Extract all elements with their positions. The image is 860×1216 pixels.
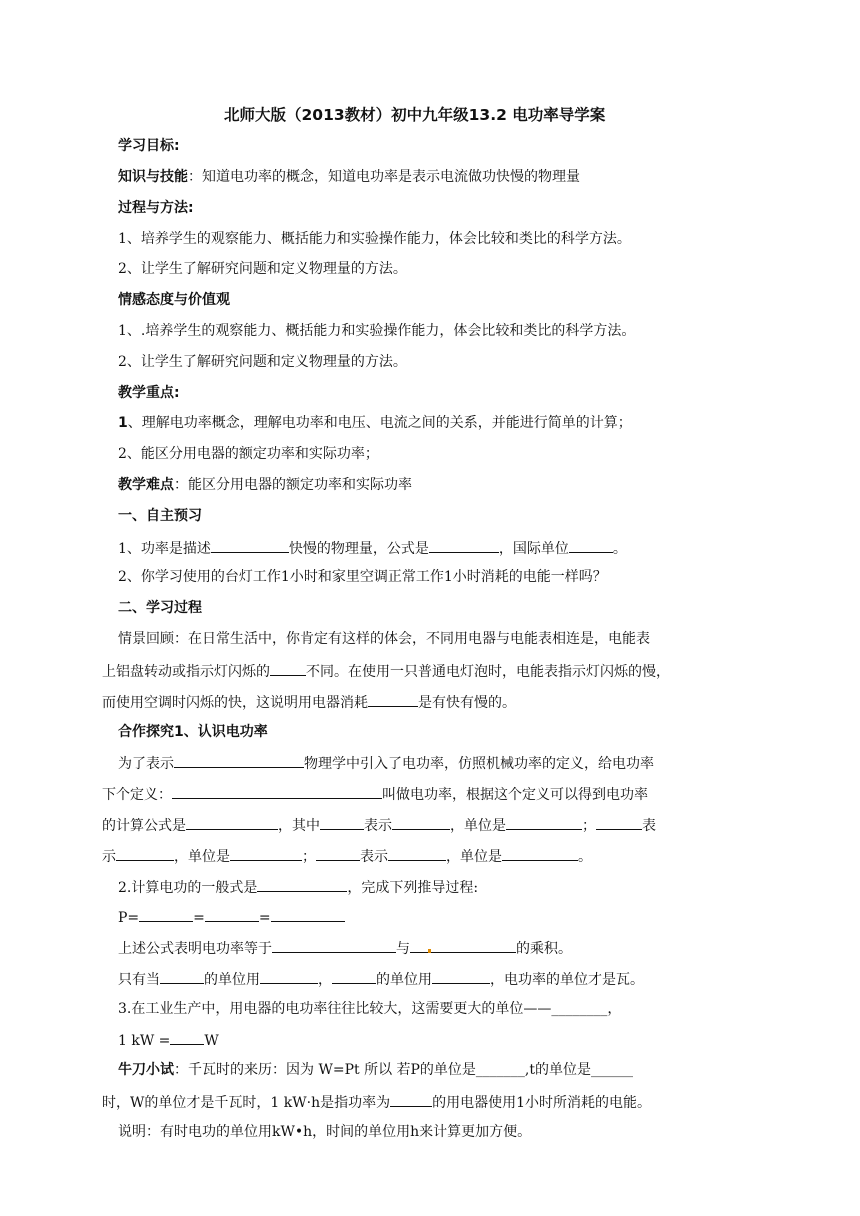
coop-8a: 只有当 <box>118 972 160 988</box>
coop-3c: 表示 <box>364 818 392 834</box>
scenario-line-3 <box>102 691 516 713</box>
coop-blank-19[interactable] <box>432 968 490 984</box>
q1-text-a: 1、功率是描述 <box>118 541 211 557</box>
coop-blank-10[interactable] <box>316 845 360 861</box>
preview-question-2: 2、你学习使用的台灯工作1小时和家里空调正常工作1小时消耗的电能一样吗？ <box>118 569 607 585</box>
scenario-3b: 是有快有慢的。 <box>418 695 516 711</box>
formula-blank-2[interactable] <box>205 906 259 922</box>
coop-blank-4[interactable] <box>320 814 364 830</box>
coop-line-9: 3.在工业生产中，用电器的电功率往往比较大，这需要更大的单位——________， <box>118 1001 622 1017</box>
scenario-2a: 上铝盘转动或指示灯闪烁的 <box>102 664 270 680</box>
q1-text-b: 快慢的物理量，公式是 <box>288 541 429 557</box>
trial-text-a: ：千瓦时的来历：因为 W=Pt 所以 若P的单位是_______,t的单位是______ <box>174 1062 634 1078</box>
key-point-1-number: 1 <box>118 415 128 431</box>
trial-line-1 <box>118 1060 633 1080</box>
scenario-blank-2[interactable] <box>368 691 418 707</box>
key-point-2: 2、能区分用电器的额定功率和实际功率； <box>118 446 379 462</box>
formula-derivation <box>118 906 345 928</box>
coop-2a: 下个定义： <box>102 787 172 803</box>
coop-line-1 <box>118 752 654 774</box>
trial-label: 牛刀小试 <box>118 1062 174 1078</box>
difficulty-label: 教学难点 <box>118 477 174 493</box>
trial-line-2 <box>102 1091 651 1113</box>
attitude-item-2: 2、让学生了解研究问题和定义物理量的方法。 <box>118 354 407 370</box>
coop-blank-6[interactable] <box>506 814 582 830</box>
coop-7c: 的乘积。 <box>516 941 572 957</box>
coop-blank-17[interactable] <box>260 968 318 984</box>
coop-blank-5[interactable] <box>392 814 450 830</box>
coop-4a: 示 <box>102 849 116 865</box>
q1-blank-2[interactable] <box>429 537 499 553</box>
coop-3f: 表 <box>642 818 656 834</box>
attitude-heading: 情感态度与价值观 <box>118 292 230 308</box>
coop-4e: ，单位是 <box>446 849 502 865</box>
process-section-heading: 二、学习过程 <box>118 600 202 616</box>
coop-3d: ，单位是 <box>450 818 506 834</box>
coop-heading: 合作探究1、认识电功率 <box>118 724 268 740</box>
coop-line-5 <box>118 876 478 898</box>
trial-blank[interactable] <box>390 1091 432 1107</box>
process-heading: 过程与方法: <box>118 200 194 216</box>
knowledge-line <box>118 167 580 187</box>
coop-4d: 表示 <box>360 849 388 865</box>
key-point-1-text: 、理解电功率概念，理解电功率和电压、电流之间的关系，并能进行简单的计算； <box>127 415 632 431</box>
difficulty-line <box>118 475 412 495</box>
kw-label: 1 kW = <box>118 1033 171 1049</box>
preview-heading: 一、自主预习 <box>118 508 202 524</box>
trial-text-b1: 时，W的单位才是千瓦时，1 kW·h是指功率为 <box>102 1095 391 1111</box>
coop-5b: ，完成下列推导过程: <box>347 880 479 896</box>
scenario-2b: 不同。在使用一只普通电灯泡时，电能表指示灯闪烁的慢， <box>306 664 670 680</box>
process-item-1: 1、培养学生的观察能力、概括能力和实验操作能力，体会比较和类比的科学方法。 <box>118 231 631 247</box>
knowledge-text: ：知道电功率的概念，知道电功率是表示电流做功快慢的物理量 <box>188 169 580 185</box>
q1-blank-3[interactable] <box>569 537 613 553</box>
knowledge-label: 知识与技能 <box>118 169 188 185</box>
formula-eq-2: = <box>258 910 271 926</box>
coop-3a: 的计算公式是 <box>102 818 186 834</box>
coop-blank-18[interactable] <box>332 968 376 984</box>
preview-question-1 <box>118 537 627 559</box>
process-item-2: 2、让学生了解研究问题和定义物理量的方法。 <box>118 261 407 277</box>
key-points-heading: 教学重点: <box>118 385 180 401</box>
coop-blank-9[interactable] <box>230 845 302 861</box>
coop-1a: 为了表示 <box>118 756 174 772</box>
q1-text-c: ，国际单位 <box>498 541 569 557</box>
note-line: 说明：有时电功的单位用kW•h，时间的单位用h来计算更加方便。 <box>118 1124 532 1140</box>
coop-blank-14[interactable] <box>272 937 396 953</box>
coop-blank-15[interactable] <box>410 937 516 953</box>
coop-4c: ； <box>302 849 316 865</box>
coop-line-2 <box>102 783 648 805</box>
document-title: 北师大版（2013教材）初中九年级13.2 电功率导学案 <box>224 106 606 124</box>
formula-blank-1[interactable] <box>139 906 193 922</box>
coop-2b: 叫做电功率，根据这个定义可以得到电功率 <box>382 787 648 803</box>
coop-line-10 <box>118 1029 219 1051</box>
coop-7a: 上述公式表明电功率等于 <box>118 941 272 957</box>
objectives-heading: 学习目标: <box>118 138 180 154</box>
coop-4f: 。 <box>578 849 592 865</box>
coop-blank-1[interactable] <box>174 752 304 768</box>
orange-mark <box>428 949 431 953</box>
coop-8e: ，电功率的单位才是瓦。 <box>490 972 644 988</box>
key-point-1 <box>118 413 632 433</box>
q1-blank-1[interactable] <box>211 537 289 553</box>
formula-blank-3[interactable] <box>271 906 345 922</box>
q1-text-d: 。 <box>612 541 627 557</box>
coop-4b: ，单位是 <box>174 849 230 865</box>
coop-blank-11[interactable] <box>388 845 446 861</box>
coop-blank-16[interactable] <box>160 968 204 984</box>
coop-blank-13[interactable] <box>257 876 347 892</box>
scenario-line-1: 情景回顾：在日常生活中，你肯定有这样的体会，不同用电器与电能表相连是，电能表 <box>118 631 650 647</box>
coop-7b: 与 <box>396 941 410 957</box>
coop-3b: ，其中 <box>278 818 320 834</box>
coop-8b: 的单位用 <box>204 972 260 988</box>
coop-3e: ； <box>582 818 596 834</box>
coop-blank-3[interactable] <box>186 814 278 830</box>
coop-blank-8[interactable] <box>116 845 174 861</box>
formula-eq-1: = <box>193 910 205 926</box>
coop-line-8 <box>118 968 644 990</box>
coop-line-3 <box>102 814 656 836</box>
formula-p: P= <box>118 910 140 926</box>
kw-blank[interactable] <box>170 1029 204 1045</box>
coop-8c: ， <box>318 972 332 988</box>
coop-blank-7[interactable] <box>596 814 642 830</box>
scenario-blank-1[interactable] <box>270 660 306 676</box>
coop-1b: 物理学中引入了电功率，仿照机械功率的定义，给电功率 <box>304 756 654 772</box>
attitude-item-1: 1、.培养学生的观察能力、概括能力和实验操作能力，体会比较和类比的科学方法。 <box>118 323 636 339</box>
difficulty-text: ：能区分用电器的额定功率和实际功率 <box>174 477 412 493</box>
trial-text-b2: 的用电器使用1小时所消耗的电能。 <box>432 1095 652 1111</box>
coop-5a: 2.计算电功的一般式是 <box>118 880 258 896</box>
w-label: W <box>204 1033 219 1049</box>
coop-blank-12[interactable] <box>502 845 578 861</box>
coop-line-7 <box>118 937 572 959</box>
coop-8d: 的单位用 <box>376 972 432 988</box>
coop-blank-2[interactable] <box>172 783 382 799</box>
scenario-line-2 <box>102 660 670 682</box>
scenario-3a: 而使用空调时闪烁的快，这说明用电器消耗 <box>102 695 368 711</box>
coop-line-4 <box>102 845 592 867</box>
